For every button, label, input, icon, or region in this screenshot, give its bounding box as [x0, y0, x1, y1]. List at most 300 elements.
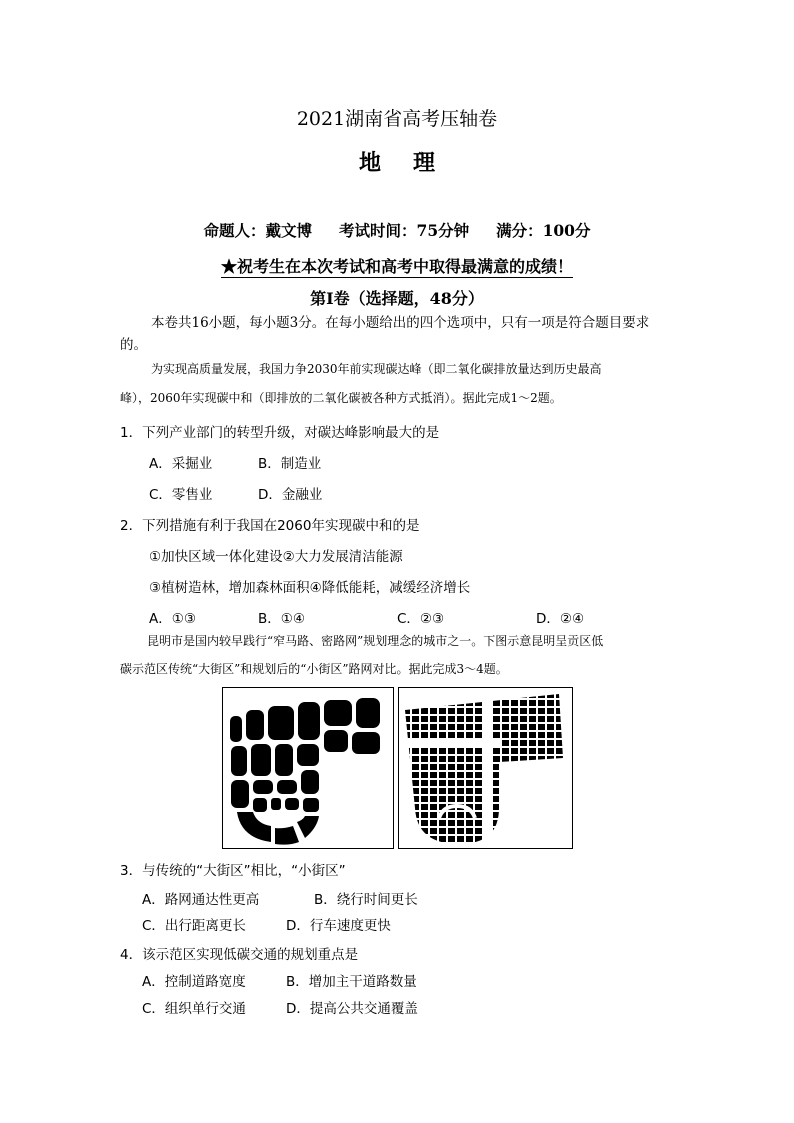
small-block-cell: [556, 764, 563, 770]
small-block-cell: [457, 772, 464, 778]
small-block-cell: [403, 836, 410, 842]
small-block-cell: [529, 812, 536, 818]
small-block-cell: [439, 692, 446, 698]
small-block-cell: [412, 804, 419, 810]
small-block-cell: [511, 780, 518, 786]
small-block-cell: [439, 828, 446, 834]
small-block-cell: [430, 716, 437, 722]
small-block-cell: [547, 700, 554, 706]
small-block-cell: [412, 828, 419, 834]
small-block-cell: [439, 748, 446, 754]
small-block-cell: [439, 796, 446, 802]
small-block-cell: [430, 836, 437, 842]
small-block-cell: [511, 740, 518, 746]
small-block-cell: [403, 692, 410, 698]
exam-time: 考试时间：75分钟: [339, 221, 470, 240]
small-block-cell: [538, 700, 545, 706]
small-block-cell: [412, 836, 419, 842]
small-block-cell: [547, 740, 554, 746]
small-block-cell: [475, 756, 482, 762]
small-block-cell: [466, 788, 473, 794]
small-block-cell: [439, 788, 446, 794]
small-block-cell: [475, 772, 482, 778]
small-block-cell: [556, 836, 563, 842]
small-block-cell: [529, 796, 536, 802]
small-block-cell: [466, 828, 473, 834]
small-block-cell: [502, 732, 509, 738]
small-block-cell: [511, 788, 518, 794]
small-block-cell: [439, 716, 446, 722]
small-block-cell: [403, 788, 410, 794]
small-block-cell: [556, 812, 563, 818]
small-block-cell: [493, 708, 500, 714]
passage1-line-2: 峰），2060年实现碳中和（即排放的二氧化碳被各种方式抵消）。据此完成1～2题。: [120, 391, 562, 405]
small-block-cell: [493, 796, 500, 802]
small-block-cell: [556, 732, 563, 738]
intro-line-1: 本卷共16小题，每小题3分。在每小题给出的四个选项中，只有一项是符合题目要求: [151, 315, 650, 331]
small-block-cell: [448, 820, 455, 826]
small-block-cell: [493, 804, 500, 810]
small-block-cell: [547, 716, 554, 722]
small-block-cell: [529, 708, 536, 714]
small-block-cell: [538, 692, 545, 698]
small-block-cell: [520, 708, 527, 714]
small-block-cell: [556, 740, 563, 746]
small-block-cell: [538, 764, 545, 770]
small-block-cell: [403, 812, 410, 818]
small-block-cell: [520, 764, 527, 770]
small-block-cell: [475, 796, 482, 802]
small-block-cell: [529, 756, 536, 762]
small-block-cell: [412, 788, 419, 794]
small-block-cell: [457, 836, 464, 842]
small-block-cell: [448, 724, 455, 730]
small-block-cell: [466, 756, 473, 762]
passage1-line-1: 为实现高质量发展，我国力争2030年前实现碳达峰（即二氧化碳排放量达到历史最高: [151, 362, 602, 376]
small-block-cell: [520, 772, 527, 778]
small-block-cell: [529, 828, 536, 834]
small-block-cell: [412, 756, 419, 762]
small-block-cell: [511, 836, 518, 842]
small-block-cell: [556, 756, 563, 762]
small-block-cell: [511, 708, 518, 714]
small-block-cell: [493, 780, 500, 786]
small-block-cell: [547, 748, 554, 754]
small-block-cell: [538, 836, 545, 842]
small-block-cell: [403, 732, 410, 738]
subject-title: 地理: [358, 150, 467, 176]
small-block-cell: [412, 708, 419, 714]
q1-option-d: D．金融业: [258, 487, 323, 503]
small-block-cell: [547, 796, 554, 802]
small-block-cell: [430, 748, 437, 754]
small-block-cell: [547, 756, 554, 762]
small-block-cell: [493, 716, 500, 722]
small-block-cell: [493, 724, 500, 730]
small-block-cell: [475, 724, 482, 730]
author: 命题人：戴文博: [203, 221, 313, 240]
small-block-cell: [421, 788, 428, 794]
small-block-cell: [403, 724, 410, 730]
small-block-cell: [502, 756, 509, 762]
small-block-road-network-icon: [399, 688, 572, 848]
small-block-cell: [520, 796, 527, 802]
small-block-cell: [529, 700, 536, 706]
small-block-cell: [421, 756, 428, 762]
small-block-cell: [475, 788, 482, 794]
passage2-line-1: 昆明市是国内较早践行“窄马路、密路网”规划理念的城市之一。下图示意昆明呈贡区低: [147, 634, 604, 648]
small-block-cell: [529, 836, 536, 842]
small-block-cell: [538, 796, 545, 802]
small-block-cell: [493, 820, 500, 826]
small-block-cell: [502, 740, 509, 746]
small-block-cell: [538, 732, 545, 738]
small-block-cell: [475, 700, 482, 706]
small-block-cell: [511, 812, 518, 818]
small-block-cell: [511, 692, 518, 698]
small-block-cell: [511, 700, 518, 706]
exam-title: 2021湖南省高考压轴卷: [296, 108, 498, 130]
small-block-cell: [403, 828, 410, 834]
small-block-cell: [457, 756, 464, 762]
small-block-cell: [457, 748, 464, 754]
q2-stem: 2．下列措施有利于我国在2060年实现碳中和的是: [120, 518, 420, 534]
small-block-cell: [529, 748, 536, 754]
small-block-cell: [457, 828, 464, 834]
small-block-cell: [502, 700, 509, 706]
small-block-cell: [475, 780, 482, 786]
small-block-cell: [511, 732, 518, 738]
small-block-cell: [448, 748, 455, 754]
small-block-cell: [556, 788, 563, 794]
small-block-cell: [430, 772, 437, 778]
small-block-cell: [439, 724, 446, 730]
small-block-cell: [403, 748, 410, 754]
small-block-cell: [457, 708, 464, 714]
small-block-cell: [448, 708, 455, 714]
small-block-cell: [439, 820, 446, 826]
small-block-cell: [421, 828, 428, 834]
small-block-cell: [493, 772, 500, 778]
q3-option-b: B．绕行时间更长: [314, 892, 418, 908]
small-block-cell: [511, 828, 518, 834]
small-block-cell: [538, 820, 545, 826]
small-block-cell: [520, 836, 527, 842]
small-block-cell: [538, 708, 545, 714]
small-block-cell: [529, 716, 536, 722]
small-block-cell: [475, 820, 482, 826]
full-score: 满分：100分: [496, 221, 591, 240]
small-block-cell: [466, 772, 473, 778]
q1-option-a: A．采掘业: [149, 456, 213, 472]
small-block-cell: [493, 836, 500, 842]
small-block-cell: [421, 812, 428, 818]
small-block-cell: [412, 716, 419, 722]
small-block-cell: [493, 732, 500, 738]
small-block-cell: [457, 692, 464, 698]
small-block-cell: [493, 748, 500, 754]
small-block-cell: [430, 764, 437, 770]
small-block-cell: [421, 764, 428, 770]
small-block-cell: [520, 740, 527, 746]
small-block-cell: [493, 788, 500, 794]
q1-option-b: B．制造业: [258, 456, 322, 472]
small-block-cell: [439, 780, 446, 786]
small-block-cell: [511, 764, 518, 770]
small-block-cell: [502, 820, 509, 826]
small-block-cell: [502, 828, 509, 834]
q4-stem: 4．该示范区实现低碳交通的规划重点是: [120, 947, 359, 963]
small-block-cell: [520, 692, 527, 698]
small-block-cell: [493, 828, 500, 834]
small-block-cell: [502, 804, 509, 810]
small-block-cell: [538, 716, 545, 722]
small-block-cell: [547, 772, 554, 778]
small-block-cell: [466, 764, 473, 770]
small-block-cell: [403, 716, 410, 722]
q3-option-d: D．行车速度更快: [286, 918, 391, 934]
small-block-cell: [520, 812, 527, 818]
small-block-cell: [439, 772, 446, 778]
small-block-cell: [448, 828, 455, 834]
small-block-cell: [403, 804, 410, 810]
small-block-cell: [439, 700, 446, 706]
small-block-cell: [430, 756, 437, 762]
small-block-cell: [448, 812, 455, 818]
small-block-cell: [502, 692, 509, 698]
small-block-cell: [520, 788, 527, 794]
small-block-cell: [439, 732, 446, 738]
small-block-cell: [493, 756, 500, 762]
small-block-cell: [538, 812, 545, 818]
small-block-cell: [502, 780, 509, 786]
q2-option-b: B．①④: [258, 611, 305, 627]
small-block-cell: [556, 724, 563, 730]
small-block-cell: [547, 812, 554, 818]
small-block-cell: [430, 788, 437, 794]
small-block-cell: [520, 724, 527, 730]
small-block-cell: [457, 812, 464, 818]
q2-option-c: C．②③: [397, 611, 445, 627]
small-block-cell: [430, 812, 437, 818]
small-block-cell: [520, 820, 527, 826]
small-block-cell: [412, 692, 419, 698]
small-block-cell: [529, 780, 536, 786]
small-block-cell: [412, 812, 419, 818]
small-block-cell: [457, 724, 464, 730]
small-block-cell: [466, 708, 473, 714]
small-block-cell: [529, 764, 536, 770]
small-block-cell: [403, 708, 410, 714]
small-block-cell: [430, 804, 437, 810]
small-block-cell: [448, 836, 455, 842]
small-block-cell: [538, 788, 545, 794]
small-block-cell: [466, 836, 473, 842]
small-block-cell: [493, 764, 500, 770]
small-block-cell: [421, 836, 428, 842]
small-block-cell: [538, 740, 545, 746]
small-block-cell: [403, 780, 410, 786]
small-block-cell: [412, 772, 419, 778]
small-block-cell: [511, 820, 518, 826]
small-block-cell: [502, 748, 509, 754]
small-block-cell: [547, 724, 554, 730]
q2-statements-1: ①加快区域一体化建设②大力发展清洁能源: [149, 549, 403, 565]
small-block-cell: [448, 716, 455, 722]
small-block-cell: [448, 772, 455, 778]
small-block-cell: [547, 836, 554, 842]
small-block-cell: [475, 708, 482, 714]
small-block-cell: [430, 780, 437, 786]
small-block-cell: [547, 788, 554, 794]
small-block-cell: [430, 692, 437, 698]
q2-option-d: D．②④: [536, 611, 585, 627]
small-block-cell: [529, 692, 536, 698]
small-block-cell: [547, 732, 554, 738]
small-block-cell: [520, 756, 527, 762]
small-block-cell: [457, 732, 464, 738]
small-block-cell: [430, 820, 437, 826]
small-block-cell: [421, 796, 428, 802]
small-block-cell: [556, 820, 563, 826]
small-block-cell: [421, 692, 428, 698]
small-block-cell: [556, 716, 563, 722]
small-block-cell: [448, 756, 455, 762]
q1-stem: 1．下列产业部门的转型升级，对碳达峰影响最大的是: [120, 425, 440, 441]
small-block-cell: [457, 780, 464, 786]
small-block-cell: [538, 772, 545, 778]
large-block-map: [222, 687, 394, 849]
small-block-cell: [421, 804, 428, 810]
small-block-cell: [421, 724, 428, 730]
small-block-cell: [547, 804, 554, 810]
small-block-cell: [439, 756, 446, 762]
section-title: 第Ⅰ卷（选择题，48分）: [310, 289, 484, 308]
small-block-cell: [430, 700, 437, 706]
small-block-cell: [529, 804, 536, 810]
small-block-map: [398, 687, 573, 849]
small-block-cell: [457, 796, 464, 802]
small-block-cell: [520, 716, 527, 722]
small-block-cell: [547, 820, 554, 826]
small-block-cell: [547, 708, 554, 714]
small-block-cell: [448, 780, 455, 786]
q4-option-b: B．增加主干道路数量: [286, 974, 417, 990]
small-block-cell: [547, 780, 554, 786]
small-block-cell: [556, 780, 563, 786]
small-block-cell: [457, 700, 464, 706]
small-block-cell: [430, 828, 437, 834]
q2-statements-2: ③植树造林，增加森林面积④降低能耗，减缓经济增长: [149, 580, 471, 596]
q3-stem: 3．与传统的“大街区”相比，“小街区”: [120, 863, 346, 879]
small-block-cell: [502, 708, 509, 714]
small-block-cell: [556, 828, 563, 834]
small-block-cell: [466, 692, 473, 698]
small-block-cell: [412, 700, 419, 706]
small-block-cell: [538, 780, 545, 786]
small-block-cell: [475, 692, 482, 698]
small-block-cell: [511, 772, 518, 778]
small-block-cell: [466, 748, 473, 754]
small-block-cell: [421, 780, 428, 786]
small-block-cell: [502, 836, 509, 842]
small-block-cell: [430, 732, 437, 738]
small-block-cell: [556, 804, 563, 810]
small-block-cell: [475, 836, 482, 842]
small-block-cell: [502, 764, 509, 770]
small-block-cell: [529, 772, 536, 778]
small-block-cell: [466, 820, 473, 826]
small-block-cell: [457, 788, 464, 794]
small-block-cell: [466, 724, 473, 730]
small-block-cell: [475, 764, 482, 770]
small-block-cell: [511, 804, 518, 810]
small-block-cell: [457, 764, 464, 770]
small-block-cell: [493, 700, 500, 706]
small-block-cell: [475, 748, 482, 754]
small-block-cell: [439, 836, 446, 842]
small-block-cell: [538, 756, 545, 762]
small-block-cell: [421, 820, 428, 826]
q4-option-d: D．提高公共交通覆盖: [286, 1001, 418, 1017]
small-block-cell: [403, 756, 410, 762]
small-block-cell: [457, 820, 464, 826]
small-block-cell: [412, 724, 419, 730]
large-block-road-network-icon: [223, 688, 393, 848]
small-block-cell: [511, 756, 518, 762]
small-block-cell: [520, 780, 527, 786]
small-block-cell: [403, 796, 410, 802]
small-block-cell: [502, 772, 509, 778]
small-block-cell: [421, 716, 428, 722]
small-block-cell: [439, 764, 446, 770]
small-block-cell: [448, 788, 455, 794]
small-block-cell: [475, 732, 482, 738]
small-block-cell: [529, 724, 536, 730]
small-block-cell: [448, 732, 455, 738]
small-block-cell: [412, 764, 419, 770]
wish-line: ★祝考生在本次考试和高考中取得最满意的成绩！: [220, 257, 573, 276]
small-block-cell: [520, 732, 527, 738]
small-block-cell: [448, 764, 455, 770]
small-block-cell: [520, 828, 527, 834]
small-block-cell: [466, 780, 473, 786]
small-block-cell: [421, 772, 428, 778]
small-block-cell: [430, 796, 437, 802]
small-block-cell: [403, 700, 410, 706]
small-block-cell: [475, 804, 482, 810]
small-block-cell: [502, 796, 509, 802]
small-block-cell: [475, 828, 482, 834]
small-block-cell: [556, 748, 563, 754]
small-block-cell: [511, 724, 518, 730]
small-block-cell: [502, 812, 509, 818]
small-block-cell: [403, 820, 410, 826]
small-block-cell: [556, 700, 563, 706]
small-block-cell: [448, 700, 455, 706]
small-block-cell: [538, 828, 545, 834]
small-block-cell: [502, 788, 509, 794]
small-block-cell: [412, 796, 419, 802]
small-block-cell: [439, 708, 446, 714]
small-block-cell: [556, 692, 563, 698]
small-block-cell: [520, 748, 527, 754]
q3-option-a: A．路网通达性更高: [142, 892, 260, 908]
intro-line-2: 的。: [120, 337, 147, 353]
small-block-cell: [520, 804, 527, 810]
small-block-cell: [457, 716, 464, 722]
small-block-cell: [448, 692, 455, 698]
